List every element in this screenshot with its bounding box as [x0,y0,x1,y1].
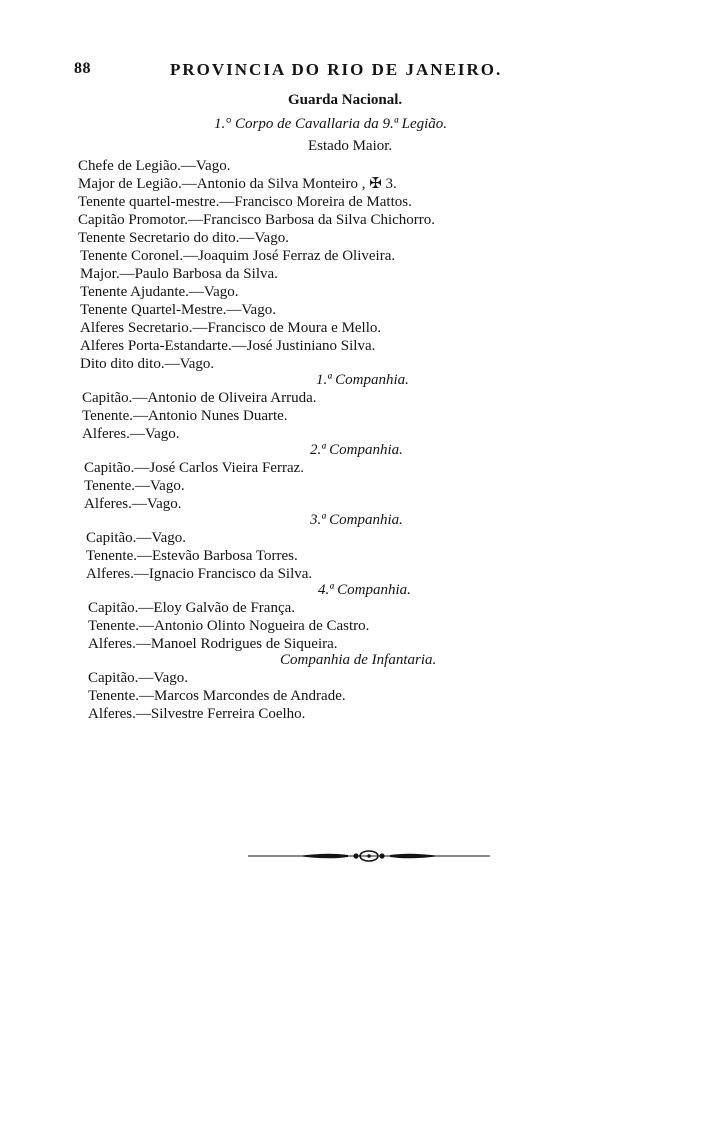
page-number: 88 [74,60,91,77]
company-title: 3.ª Companhia. [310,512,403,528]
section-heading-guard: Guarda Nacional. [288,92,403,108]
company-title: 2.ª Companhia. [310,442,403,458]
company-line: Alferes.—Silvestre Ferreira Coelho. [88,706,306,722]
staff-line: Capitão Promotor.—Francisco Barbosa da Silva Chichorro. [78,212,436,228]
tail-ornament-icon [248,848,490,864]
company-line: Capitão.—Vago. [86,530,186,546]
company-line: Tenente.—Estevão Barbosa Torres. [86,548,298,564]
staff-line: Alferes Secretario.—Francisco de Moura e Mello. [80,320,382,336]
staff-line: Tenente Secretario do dito.—Vago. [78,230,289,246]
company-line: Capitão.—Vago. [88,670,188,686]
company-title: 1.ª Companhia. [316,372,409,388]
company-line: Tenente.—Marcos Marcondes de Andrade. [88,688,346,704]
staff-line: Major de Legião.—Antonio da Silva Monteiro , ✠ 3. [78,176,397,192]
staff-line: Tenente quartel-mestre.—Francisco Moreira de Mattos. [78,194,412,210]
company-line: Tenente.—Vago. [84,478,185,494]
company-title: Companhia de Infantaria. [280,652,437,668]
company-line: Alferes.—Vago. [82,426,180,442]
company-line: Capitão.—José Carlos Vieira Ferraz. [84,460,305,476]
company-line: Alferes.—Vago. [84,496,182,512]
company-line: Tenente.—Antonio Olinto Nogueira de Castro. [88,618,370,634]
company-line: Capitão.—Antonio de Oliveira Arruda. [82,390,317,406]
running-title: PROVINCIA DO RIO DE JANEIRO. [170,60,503,79]
company-line: Tenente.—Antonio Nunes Duarte. [82,408,288,424]
staff-line: Tenente Ajudante.—Vago. [80,284,239,300]
staff-line: Chefe de Legião.—Vago. [78,158,231,174]
section-heading-corps: 1.° Corpo de Cavallaria da 9.ª Legião. [214,116,448,132]
staff-line: Tenente Quartel-Mestre.—Vago. [80,302,276,318]
company-line: Alferes.—Manoel Rodrigues de Siqueira. [88,636,338,652]
staff-line: Dito dito dito.—Vago. [80,356,215,372]
staff-line: Major.—Paulo Barbosa da Silva. [80,266,278,282]
staff-line: Tenente Coronel.—Joaquim José Ferraz de Oliveira. [80,248,396,264]
company-title: 4.ª Companhia. [318,582,411,598]
staff-line: Alferes Porta-Estandarte.—José Justiniano Silva. [80,338,376,354]
section-heading-staff: Estado Maior. [308,138,393,154]
page-header [74,60,544,84]
company-line: Capitão.—Eloy Galvão de França. [88,600,296,616]
company-line: Alferes.—Ignacio Francisco da Silva. [86,566,313,582]
